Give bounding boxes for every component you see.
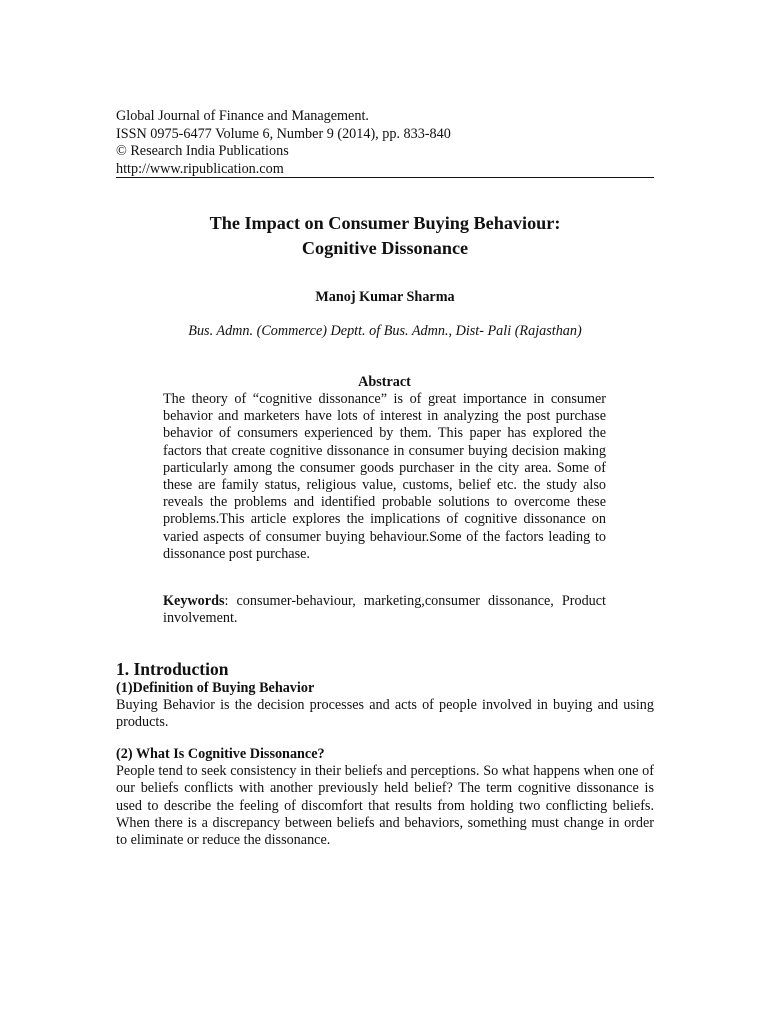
paper-title — [116, 211, 654, 261]
abstract-heading: Abstract — [358, 374, 411, 390]
subsection-cognitive-dissonance — [116, 746, 654, 849]
header-divider — [116, 177, 654, 178]
journal-header — [116, 108, 654, 178]
section-heading-introduction: 1. Introduction — [116, 659, 229, 679]
journal-issn: ISSN 0975-6477 Volume 6, Number 9 (2014), pp. 833-840 — [116, 125, 451, 142]
subsection-buying-behavior — [116, 680, 654, 732]
subsection-title: (1)Definition of Buying Behavior — [116, 680, 315, 696]
journal-name: Global Journal of Finance and Management. — [116, 108, 369, 124]
author-affiliation: Bus. Admn. (Commerce) Deptt. of Bus. Admn., Dist- Pali (Rajasthan) — [188, 323, 582, 339]
subsection-body: Buying Behavior is the decision processes and acts of people involved in buying and using products. — [116, 697, 654, 731]
keywords — [163, 593, 606, 627]
subsection-body: People tend to seek consistency in their beliefs and perceptions. So what happens when one of our beliefs conflicts with another previously held belief? The term cognitive dissonance is used to describe the feeling of discomfort that results from holding two conflicting beliefs. When there is a discrepancy between beliefs and behaviors, something must change in order to eliminate or reduce the dissonance. — [116, 763, 654, 849]
paper-title-line-2: Cognitive Dissonance — [301, 238, 469, 258]
keywords-label: Keywords — [163, 593, 225, 609]
paper-author: Manoj Kumar Sharma — [315, 289, 455, 305]
paper-title-line-1: The Impact on Consumer Buying Behaviour: — [209, 213, 561, 233]
journal-url: http://www.ripublication.com — [116, 160, 284, 177]
keywords-text: : consumer-behaviour, marketing,consumer dissonance, Product involvement. — [163, 593, 606, 627]
abstract-body: The theory of “cognitive dissonance” is of great importance in consumer behavior and marketers have lots of interest in analyzing the post purchase behavior of consumers experienced by them. This paper has explored the factors that create cognitive dissonance in consumer buying decision making particularly among the consumer goods purchaser in the city area. Some of these are family status, religious value, customs, belief etc. the study also reveals the problems and identified probable solutions to overcome these problems.This article explores the implications of cognitive dissonance on varied aspects of consumer buying behaviour.Some of the factors leading to dissonance post purchase. — [163, 391, 606, 562]
subsection-title: (2) What Is Cognitive Dissonance? — [116, 746, 325, 762]
journal-publisher: © Research India Publications — [116, 143, 289, 159]
